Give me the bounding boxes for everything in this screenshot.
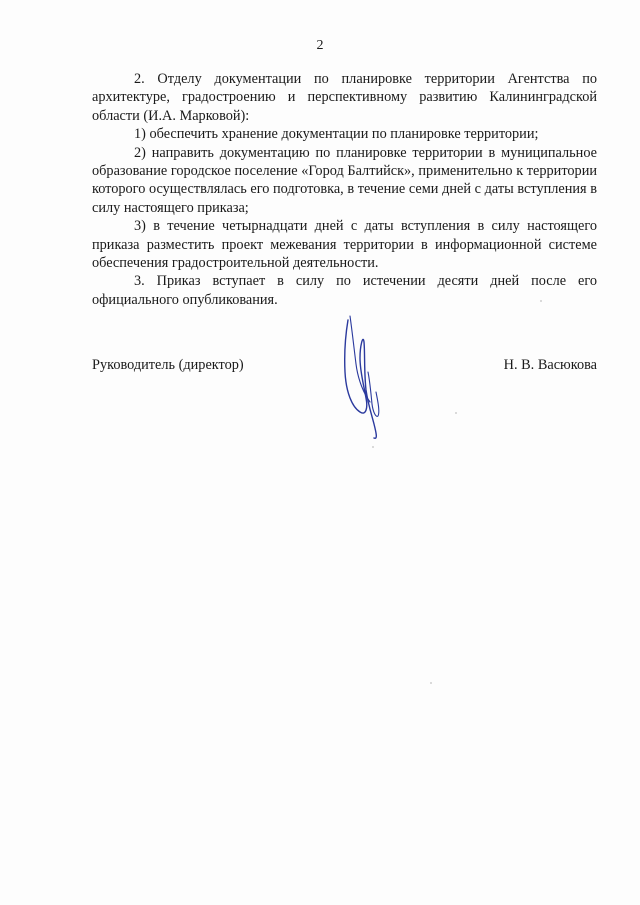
paragraph-subitem-3: 3) в течение четырнадцати дней с даты вступления в силу настоящего приказа разместить проект межевания территории в информационной системе обеспечения градостроительной деятельности. [92,218,597,272]
signer-title: Руководитель (директор) [92,357,244,373]
paragraph-subitem-1: 1) обеспечить хранение документации по планировке территории; [134,126,539,143]
handwritten-signature [330,312,390,452]
scan-speck [455,412,457,414]
scan-speck [540,300,542,302]
paragraph-item-3: 3. Приказ вступает в силу по истечении десяти дней после его официального опубликования. [92,273,597,308]
paragraph-item-2: 2. Отделу документации по планировке территории Агентства по архитектуре, градостроению и перспективному развитию Калининградской области (И.А. Марковой): [92,71,597,124]
signer-name: Н. В. Васюкова [503,357,597,373]
document-body [92,70,597,309]
scan-speck [372,446,374,448]
scan-speck [430,682,432,684]
paragraph-subitem-2: 2) направить документацию по планировке территории в муниципальное образование городское поселение «Город Балтийск», применительно к территории которого осуществлялась его подготовка, в течение семи дней с даты вступления в силу настоящего приказа; [92,144,597,216]
page-number: 2 [316,38,324,53]
